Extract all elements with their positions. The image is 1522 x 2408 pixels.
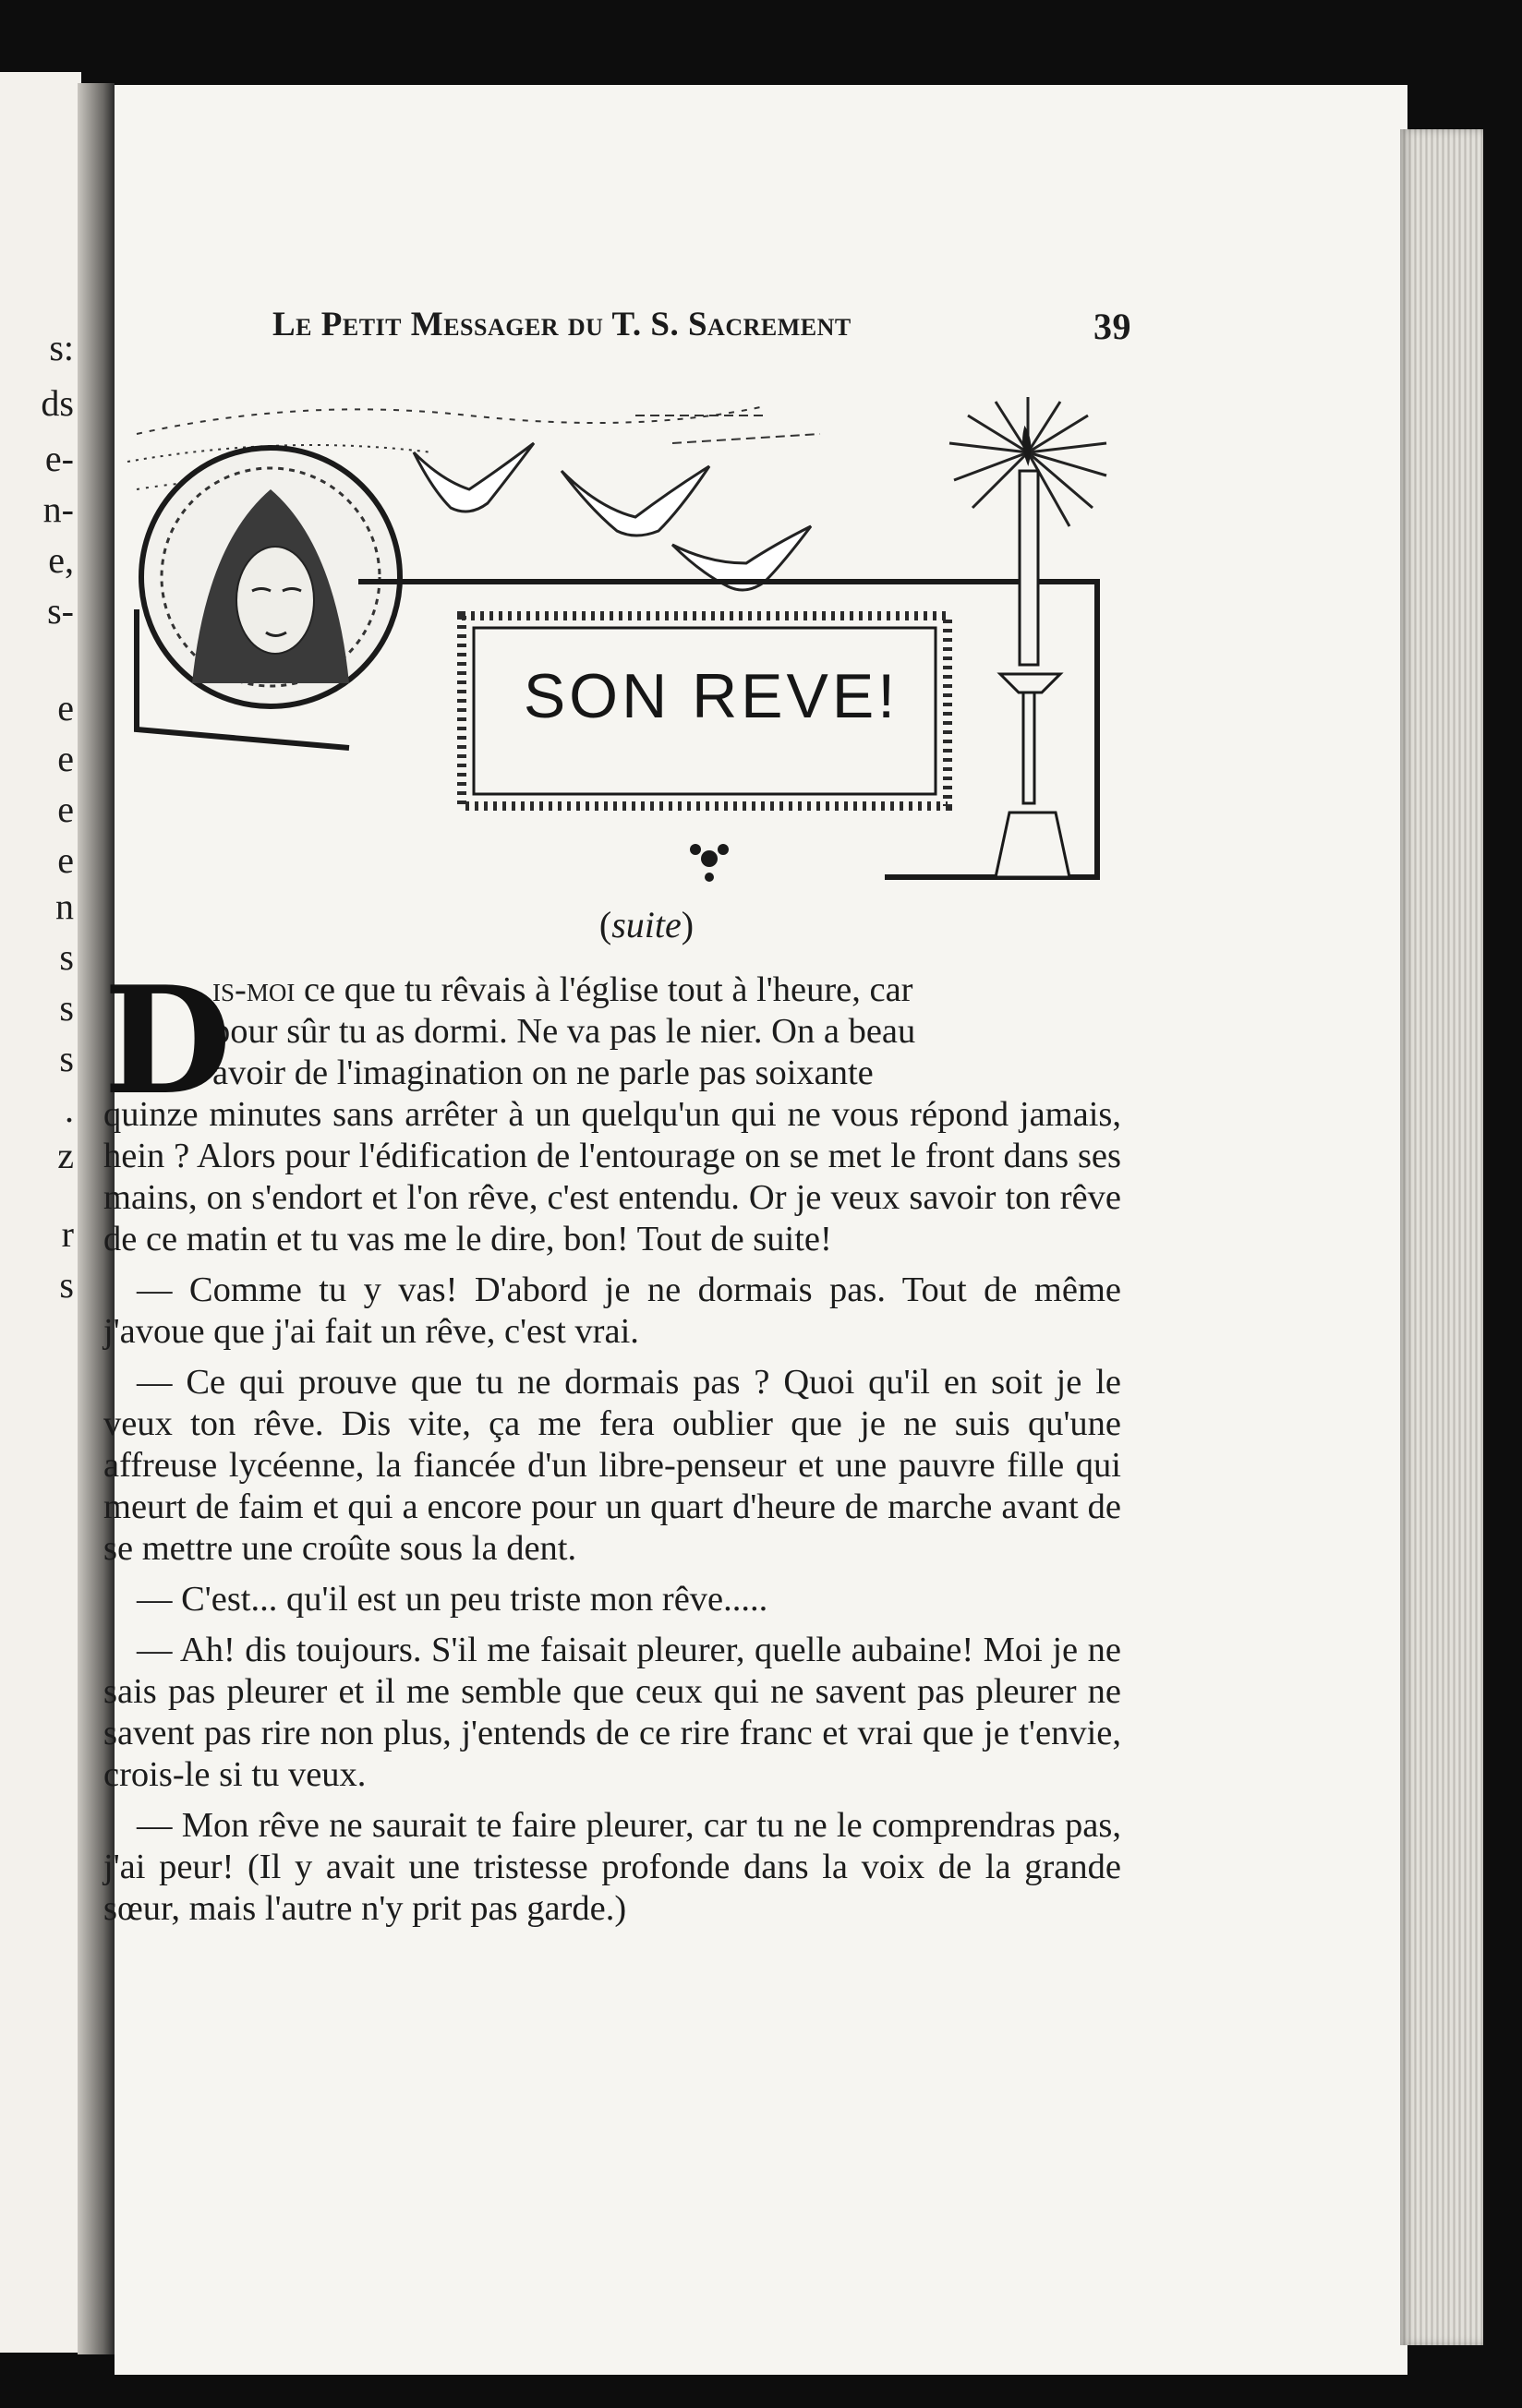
paragraph: — Mon rêve ne saurait te faire pleurer, car tu ne le comprendras pas, j'ai peur! (Il y avait une tristesse profonde dans la voix de la grande sœur, mais l'autre n'y prit pas garde.) [103,1806,1121,1928]
left-page-fragment: e- [44,438,74,479]
left-page-fragment: s: [49,327,74,368]
left-page-fragment: . [65,1089,74,1130]
left-page-fragment: s [59,1264,74,1306]
left-page-fragment: n- [42,488,74,530]
opening-rest: quinze minutes sans arrêter à un quelqu'un qui ne vous répond jamais, hein ? Alors pour l'édification de l'entourage on se met le front dans ses mains, on s'endort et l'on rêve, c'est entendu. Or je veux savoir ton rêve de ce matin et tu vas me le dire, bon! Tout de suite! [103,1095,1121,1258]
paragraph: — Comme tu y vas! D'abord je ne dormais pas. Tout de même j'avoue que j'ai fait un rêve, c'est vrai. [103,1270,1121,1351]
opening-line-1-text: ce que tu rêvais à l'église tout à l'heure, car [303,970,913,1009]
left-page-fragment: r [61,1213,74,1255]
left-page-fragment: e [57,738,74,779]
paragraph: — Ce qui prouve que tu ne dormais pas ? Quoi qu'il en soit je le veux ton rêve. Dis vite, ça me fera oublier que je ne suis qu'une affreuse lycéenne, la fiancée d'un libre-penseur et une pauvre fille qui meurt de faim et qui a encore pour un quart d'heure de marche avant de se mettre une croûte sous la dent. [103,1363,1121,1568]
fleuron-icon [690,844,729,882]
opening-paragraph [103,954,1121,1260]
subtitle-text: suite [611,904,682,945]
drop-cap: D [103,954,232,1127]
running-head-title: Le Petit Messager du T. S. Sacrement [272,306,852,343]
left-page-fragment: s [59,987,74,1029]
opening-line-3: avoir de l'imagination on ne parle pas soixante [212,1054,874,1092]
left-page-fragment: s [59,1038,74,1079]
running-header [272,305,1131,360]
title-ornament [118,379,1143,896]
left-page-fragment: s- [47,590,74,632]
left-page-fragment: e [57,687,74,728]
paragraph: — C'est... qu'il est un peu triste mon rêve..... [137,1580,768,1619]
left-page [0,72,81,2353]
left-page-fragment: e [57,789,74,830]
article-body [103,954,1121,1939]
candle-icon [996,429,1069,877]
dove-icon [414,443,811,590]
opening-line-2: pour sûr tu as dormi. Ne va pas le nier. On a beau [212,1012,916,1051]
left-page-fragment: s [59,936,74,978]
left-page-fragment: z [57,1135,74,1176]
portrait-medallion-icon [137,448,400,748]
page-number: 39 [1093,306,1131,347]
page-edges [1400,129,1483,2345]
left-page-fragment: e [57,839,74,881]
left-page-fragment: ds [41,382,74,424]
article-subtitle: (suite) [598,904,695,945]
paragraph: — Ah! dis toujours. S'il me faisait pleurer, quelle aubaine! Moi je ne sais pas pleurer et il me semble que ceux qui ne savent pas pleurer ne savent pas rire non plus, j'entends de ce rire franc et vrai que je t'envie, crois-le si tu veux. [103,1631,1121,1794]
article-title: SON REVE! [523,661,900,731]
lead-in: is-moi [212,970,296,1009]
left-page-fragment: n [55,885,74,927]
left-page-fragment: e, [48,539,74,581]
opening-line-1 [103,969,1121,1011]
